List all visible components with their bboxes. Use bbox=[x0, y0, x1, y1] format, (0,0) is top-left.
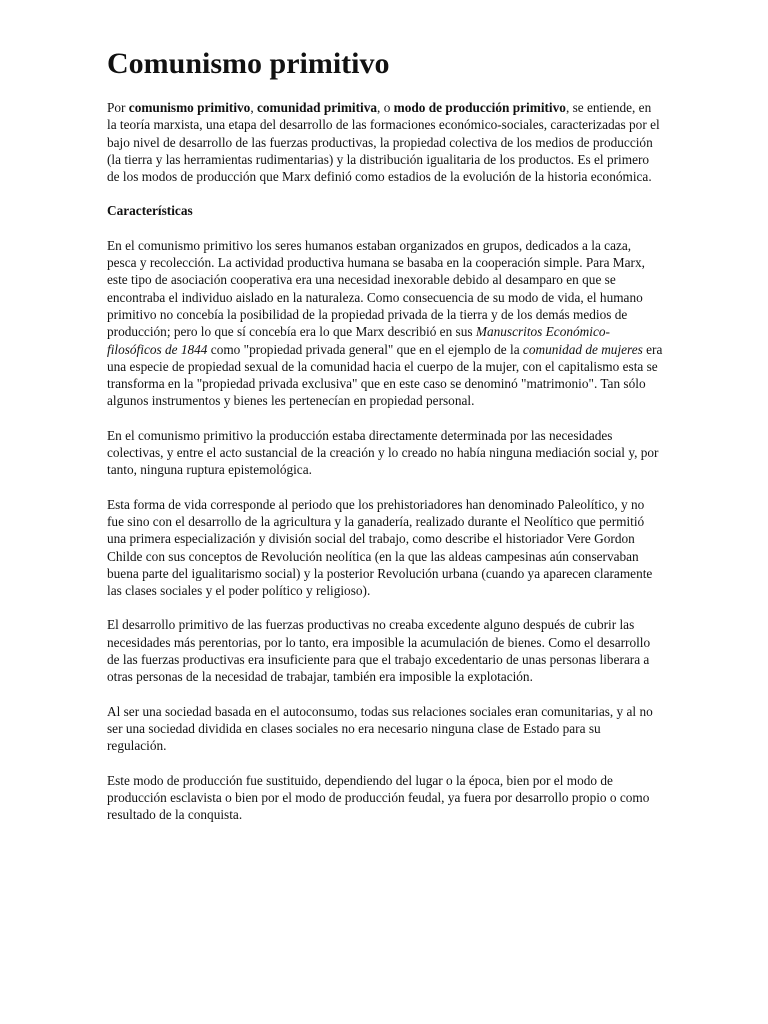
section-heading-caracteristicas: Características bbox=[107, 203, 193, 219]
intro-text-2: , o bbox=[377, 100, 394, 115]
term-comunismo-primitivo: comunismo primitivo bbox=[128, 100, 251, 115]
italic-manuscritos: Manuscritos Económico-filosóficos de 1844 bbox=[107, 324, 610, 357]
intro-text-0: Por bbox=[107, 100, 129, 115]
paragraph-1-text-2: era una especie de propiedad sexual de la comunidad hacia el cuerpo de la mujer, con el capitalismo esta se transforma en la "propiedad privada exclusiva" que en este caso se denominó "matrimonio". Tan sólo algunos instrumentos y bienes les pertenecían en propiedad personal. bbox=[107, 341, 663, 409]
italic-comunidad-de-mujeres: comunidad de mujeres bbox=[522, 341, 643, 357]
intro-text-3: , se entiende, en la teoría marxista, una etapa del desarrollo de las formaciones económico-sociales, caracterizadas por el bajo nivel de desarrollo de las fuerzas productivas, la propiedad colectiva de los medios de producción (la tierra y las herramientas rudimentarias) y la distribución igualitaria de los productos. Es el primero de los modos de producción que Marx definió como estadios de la evolución de la historia económica. bbox=[107, 100, 660, 185]
intro-paragraph bbox=[107, 99, 663, 185]
paragraph-6: Este modo de producción fue sustituido, dependiendo del lugar o la época, bien por el modo de producción esclavista o bien por el modo de producción feudal, ya fuera por desarrollo propio o como resultado de la conquista. bbox=[107, 772, 650, 823]
paragraph-3: Esta forma de vida corresponde al periodo que los prehistoriadores han denominado Paleolítico, y no fue sino con el desarrollo de la agricultura y la ganadería, realizado durante el Neolítico que permitió una primera especialización y división social del trabajo, como describe el historiador Vere Gordon Childe con sus conceptos de Revolución neolítica (en la que las aldeas campesinas aún conservaban buena parte del igualitarismo social) y la posterior Revolución urbana (cuando ya aparecen claramente las clases sociales y el poder político y religioso). bbox=[107, 496, 653, 599]
intro-text-1: , bbox=[250, 100, 257, 115]
paragraph-1 bbox=[107, 237, 663, 410]
term-comunidad-primitiva: comunidad primitiva bbox=[256, 100, 378, 115]
page-title: Comunismo primitivo bbox=[107, 47, 390, 80]
paragraph-2: En el comunismo primitivo la producción estaba directamente determinada por las necesidades colectivas, y entre el acto sustancial de la creación y lo creado no había ninguna mediación social y, por tanto, ninguna ruptura epistemológica. bbox=[107, 427, 659, 478]
paragraph-4: El desarrollo primitivo de las fuerzas productivas no creaba excedente alguno después de cubrir las necesidades más perentorias, por lo tanto, era imposible la acumulación de bienes. Como el desarrollo de las fuerzas productivas era insuficiente para que el trabajo excedentario de unas personas liberara a otras personas de la necesidad de trabajar, también era imposible la explotación. bbox=[107, 617, 651, 685]
term-modo-de-produccion: modo de producción primitivo bbox=[393, 100, 566, 115]
document-page bbox=[107, 44, 663, 840]
paragraph-1-text-0: En el comunismo primitivo los seres humanos estaban organizados en grupos, dedicados a la caza, pesca y recolección. La actividad productiva humana se basaba en la cooperación simple. Para Marx, este tipo de asociación cooperativa era una necesidad inexorable debido al desamparo en que se encontraba el individuo aislado en la naturaleza. Como consecuencia de su modo de vida, el humano primitivo no concebía la posibilidad de la propiedad privada de la tierra y de los demás medios de producción; pero lo que sí concebía era lo que Marx describió en sus bbox=[107, 237, 645, 340]
paragraph-5: Al ser una sociedad basada en el autoconsumo, todas sus relaciones sociales eran comunitarias, y al no ser una sociedad dividida en clases sociales no era necesario ninguna clase de Estado para su regulación. bbox=[107, 703, 653, 754]
paragraph-1-text-1: como "propiedad privada general" que en el ejemplo de la bbox=[207, 341, 523, 357]
